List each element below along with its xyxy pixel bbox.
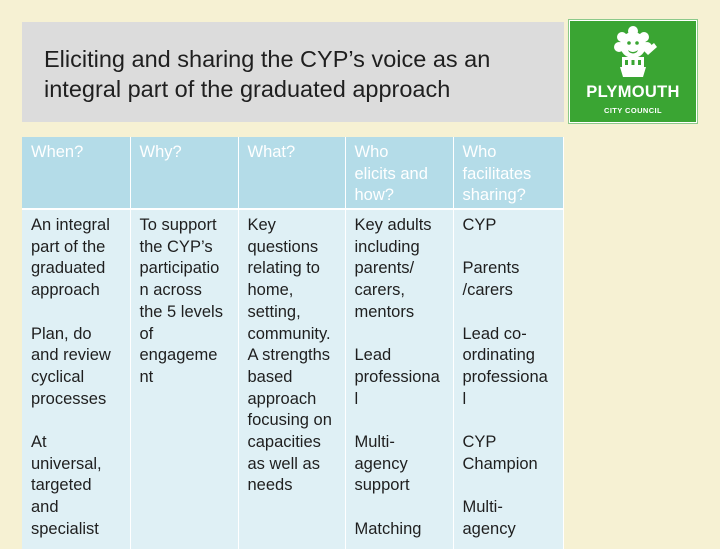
table-row xyxy=(22,209,563,549)
header-why xyxy=(130,137,238,209)
graduated-approach-table xyxy=(22,137,564,549)
plymouth-city-council-logo xyxy=(569,20,697,123)
cell-who-elicits: Key adults including parents/ carers, mentors Lead professiona l Multi- agency support Matching xyxy=(345,209,453,549)
header-who-facilitates xyxy=(453,137,563,209)
lion-crest-icon xyxy=(570,21,696,83)
header-label: What? xyxy=(247,143,296,161)
header-label: Who elicits and how? xyxy=(354,143,428,205)
slide-title: Eliciting and sharing the CYP’s voice as an integral part of the graduated approach xyxy=(44,46,491,102)
title-panel xyxy=(22,22,564,122)
logo-subtitle: CITY COUNCIL xyxy=(604,106,662,115)
header-when xyxy=(22,137,130,209)
header-label: Who facilitates sharing? xyxy=(462,143,532,205)
cell-why: To support the CYP’s participatio n across the 5 levels of engageme nt xyxy=(130,209,238,549)
header-who-elicits xyxy=(345,137,453,209)
logo-name: PLYMOUTH xyxy=(586,83,680,101)
header-what xyxy=(238,137,345,209)
table-header-row xyxy=(22,137,563,209)
cell-when: An integral part of the graduated approach Plan, do and review cyclical processes At universal, targeted and specialist xyxy=(22,209,130,549)
cell-who-facilitates: CYP Parents /carers Lead co- ordinating professiona l CYP Champion Multi- agency xyxy=(453,209,563,549)
header-label: Why? xyxy=(139,143,182,161)
cell-what: Key questions relating to home, setting, community. A strengths based approach focusing on capacities as well as needs xyxy=(238,209,345,549)
header-label: When? xyxy=(31,143,84,161)
